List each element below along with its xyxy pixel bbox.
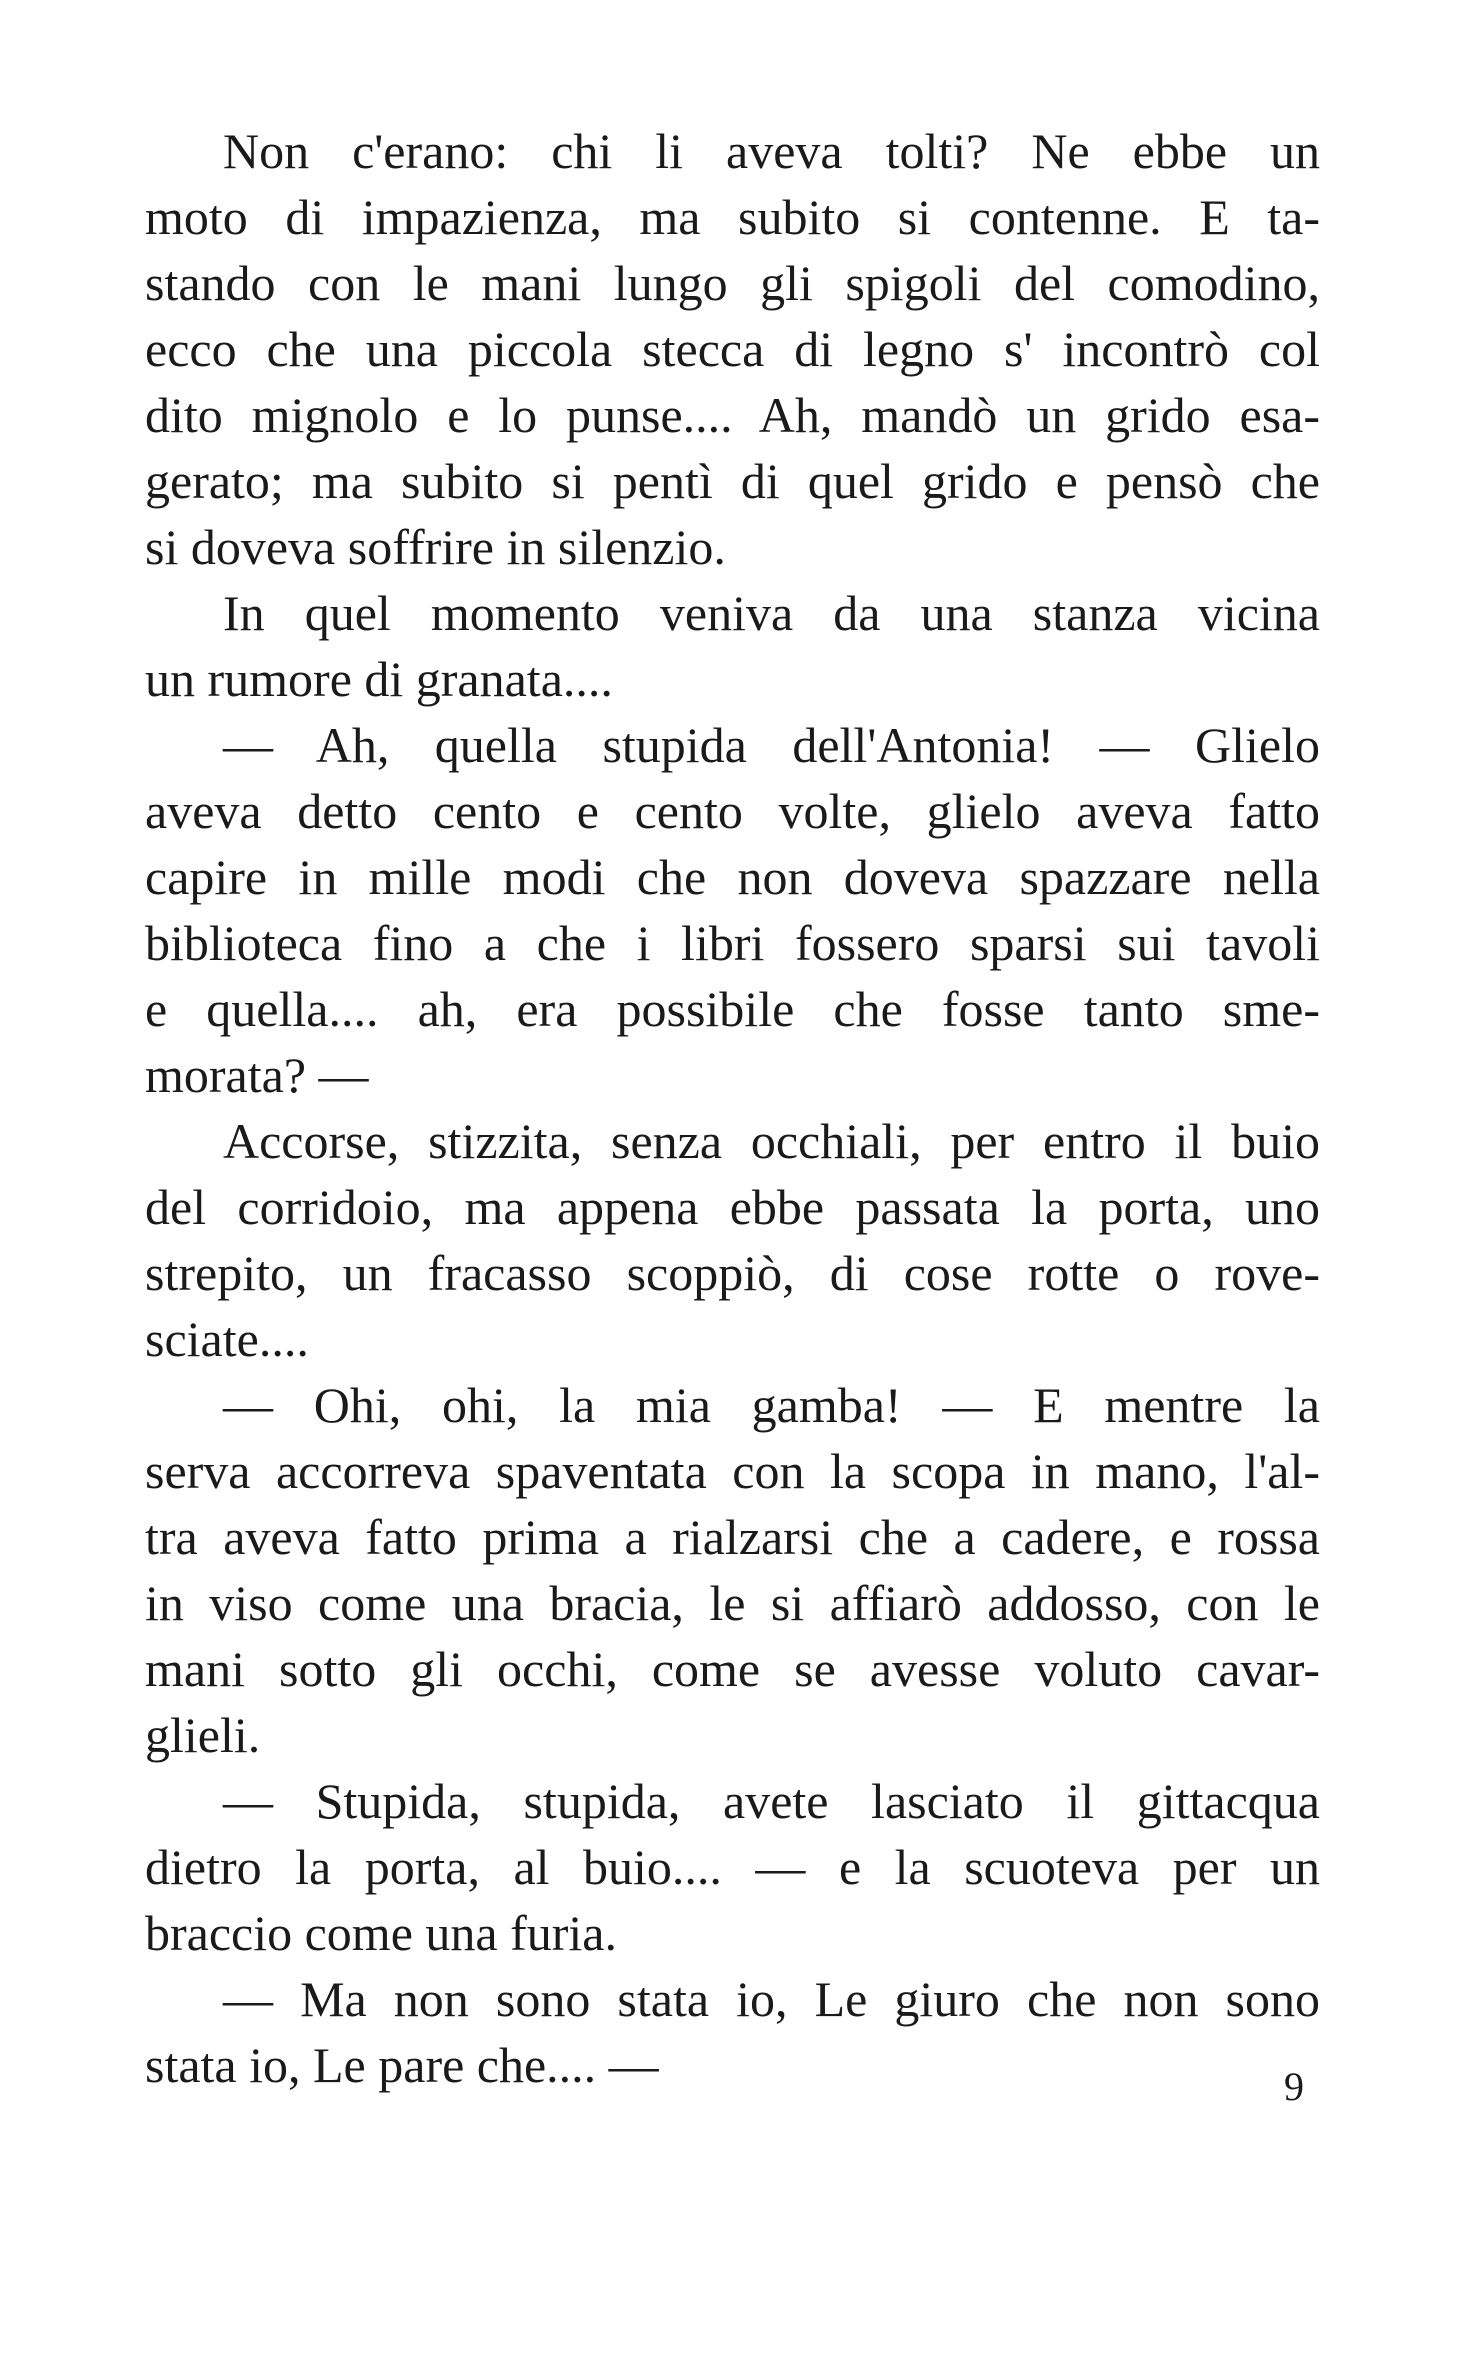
text-line: biblioteca fino a che i libri fossero sparsi sui tavoli	[145, 915, 1320, 971]
text-line: glieli.	[145, 1707, 261, 1763]
text-line: sciate....	[145, 1311, 309, 1367]
text-line: aveva detto cento e cento volte, glielo aveva fatto	[145, 783, 1320, 839]
text-line: braccio come una furia.	[145, 1905, 617, 1961]
text-line: Accorse, stizzita, senza occhiali, per entro il buio	[223, 1113, 1320, 1169]
text-line: Non c'erano: chi li aveva tolti? Ne ebbe un	[223, 123, 1320, 179]
text-line: In quel momento veniva da una stanza vicina	[223, 585, 1320, 641]
text-line: stata io, Le pare che.... —	[145, 2037, 659, 2093]
text-line: gerato; ma subito si pentì di quel grido e pensò che	[145, 453, 1320, 509]
text-line: moto di impazienza, ma subito si contenne. E ta-	[145, 189, 1320, 245]
page-body	[145, 118, 1320, 2098]
text-line: ecco che una piccola stecca di legno s' incontrò col	[145, 321, 1320, 377]
text-line: tra aveva fatto prima a rialzarsi che a cadere, e rossa	[145, 1509, 1320, 1565]
text-line: stando con le mani lungo gli spigoli del comodino,	[145, 255, 1320, 311]
text-line: — Stupida, stupida, avete lasciato il gittacqua	[223, 1773, 1320, 1829]
text-line: serva accorreva spaventata con la scopa in mano, l'al-	[145, 1443, 1320, 1499]
text-line: strepito, un fracasso scoppiò, di cose rotte o rove-	[145, 1245, 1320, 1301]
text-line: mani sotto gli occhi, come se avesse voluto cavar-	[145, 1641, 1320, 1697]
text-line: in viso come una bracia, le si affiarò addosso, con le	[145, 1575, 1320, 1631]
text-line: — Ma non sono stata io, Le giuro che non sono	[223, 1971, 1320, 2027]
text-line: — Ohi, ohi, la mia gamba! — E mentre la	[223, 1377, 1320, 1433]
text-line: un rumore di granata....	[145, 651, 613, 707]
text-line: — Ah, quella stupida dell'Antonia! — Glielo	[223, 717, 1320, 773]
page-number: 9	[1284, 2064, 1304, 2109]
text-line: morata? —	[145, 1047, 369, 1103]
text-line: si doveva soffrire in silenzio.	[145, 519, 726, 575]
text-line: del corridoio, ma appena ebbe passata la porta, uno	[145, 1179, 1320, 1235]
text-line: e quella.... ah, era possibile che fosse tanto sme-	[145, 981, 1320, 1037]
text-line: dietro la porta, al buio.... — e la scuoteva per un	[145, 1839, 1320, 1895]
text-line: capire in mille modi che non doveva spazzare nella	[145, 849, 1320, 905]
text-line: dito mignolo e lo punse.... Ah, mandò un grido esa-	[145, 387, 1320, 443]
